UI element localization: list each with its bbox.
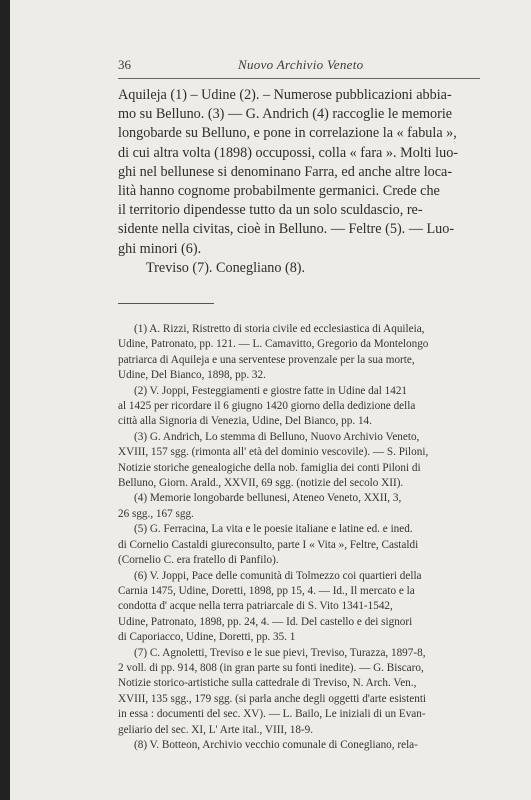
header-rule [118,78,480,79]
footnote-line: (Cornelio C. era fratello di Panfilo). [118,554,279,567]
text-line: di cui altra volta (1898) occupossi, colla « fara ». Molti luo- [118,144,459,161]
text-line: Aquileja (1) – Udine (2). – Numerose pubblicazioni abbia- [118,87,452,103]
footnotes [118,322,482,753]
footnote-line: in essa : documenti del sec. XV). — L. Bailo, Le iniziali di un Evan- [118,708,426,721]
running-title: Nuovo Archivio Veneto [238,57,364,72]
footnote-line: XVIII, 157 sgg. (rimonta all' età del dominio vescovile). — S. Piloni, [118,446,429,459]
footnote-line: 26 sgg., 167 sgg. [118,507,194,520]
footnote-line: città alla Signoria di Venezia, Udine, Del Bianco, pp. 14. [118,415,372,428]
footnote-line: geliario del sec. XI, L' Arte ital., VIII, 18-9. [118,723,314,736]
footnote-line: di Caporiacco, Udine, Doretti, pp. 35. 1 [118,631,296,644]
text-line: ghi minori (6). [118,240,202,257]
footnote-line: (4) Memorie longobarde bellunesi, Ateneo Veneto, XXII, 3, [134,492,402,505]
text-line: lità hanno cognome probabilmente germanici. Crede che [118,183,440,200]
footnote-line: (5) G. Ferracina, La vita e le poesie italiane e latine ed. e ined. [134,523,413,536]
footnote-line: di Cornelio Castaldi giureconsulto, parte I « Vita », Feltre, Castaldi [118,538,419,551]
footnote-line: Notizie storico-artistiche sulla cattedrale di Treviso, N. Arch. Ven., [118,677,417,690]
page-number: 36 [118,57,131,72]
footnote-line: Carnia 1475, Udine, Doretti, 1898, pp 15, 4. — Id., Il mercato e la [118,584,415,597]
book-binding-edge [0,0,10,800]
footnote-line: XVIII, 135 sgg., 179 sgg. (si parla anche degli oggetti d'arte esistenti [118,692,427,705]
footnote-line: Belluno, Giorn. Arald., XXVII, 69 sgg. (notizie del secolo XII). [118,477,404,490]
footnote-line: Udine, Patronato, 1898, pp. 24, 4. — Id. Del castello e dei signori [118,615,413,628]
footnote-line: Udine, Del Bianco, 1898, pp. 32. [118,369,266,382]
footnote-line: Notizie storiche genealogiche della nob. famiglia dei conti Piloni di [118,461,421,474]
footnote-line: 2 voll. di pp. 914, 808 (in gran parte su fonti inedite). — G. Biscaro, [118,661,424,674]
main-text [118,86,482,278]
footnote-line: (2) V. Joppi, Festeggiamenti e giostre fatte in Udine dal 1421 [134,384,408,397]
footnote-line: (6) V. Joppi, Pace delle comunità di Tolmezzo coi quartieri della [134,569,422,582]
text-line: mo su Belluno. (3) — G. Andrich (4) raccoglie le memorie [118,106,453,123]
footnote-line: Udine, Patronato, pp. 121. — L. Camavitto, Gregorio da Montelongo [118,338,429,351]
page-header [118,57,478,73]
footnote-line: (8) V. Botteon, Archivio vecchio comunale di Conegliano, rela- [134,738,418,751]
footnote-line: condotta d' acque nella terra patriarcale di S. Vito 1341-1542, [118,600,393,613]
footnote-line: (7) C. Agnoletti, Treviso e le sue pievi, Treviso, Turazza, 1897-8, [134,646,426,659]
footnote-line: (3) G. Andrich, Lo stemma di Belluno, Nuovo Archivio Veneto, [134,430,420,443]
text-line: ghi nel bellunese si denominano Farra, ed anche altre loca- [118,163,453,180]
footnote-line: (1) A. Rizzi, Ristretto di storia civile ed ecclesiastica di Aquileia, [134,323,425,335]
footnote-line: patriarca di Aquileja e una serventese provenzale per la sua morte, [118,353,415,366]
footnote-line: al 1425 per ricordare il 6 giugno 1420 giorno della dedizione della [118,400,416,413]
text-line: sidente nella civitas, cioè in Belluno. — Feltre (5). — Luo- [118,221,455,238]
footnote-separator [118,303,214,304]
text-line: Treviso (7). Conegliano (8). [146,259,306,276]
text-line: il territorio dipendesse tutto da un solo sculdascio, re- [118,202,423,219]
text-line: longobarde su Belluno, e pone in correlazione la « fabula », [118,125,457,142]
